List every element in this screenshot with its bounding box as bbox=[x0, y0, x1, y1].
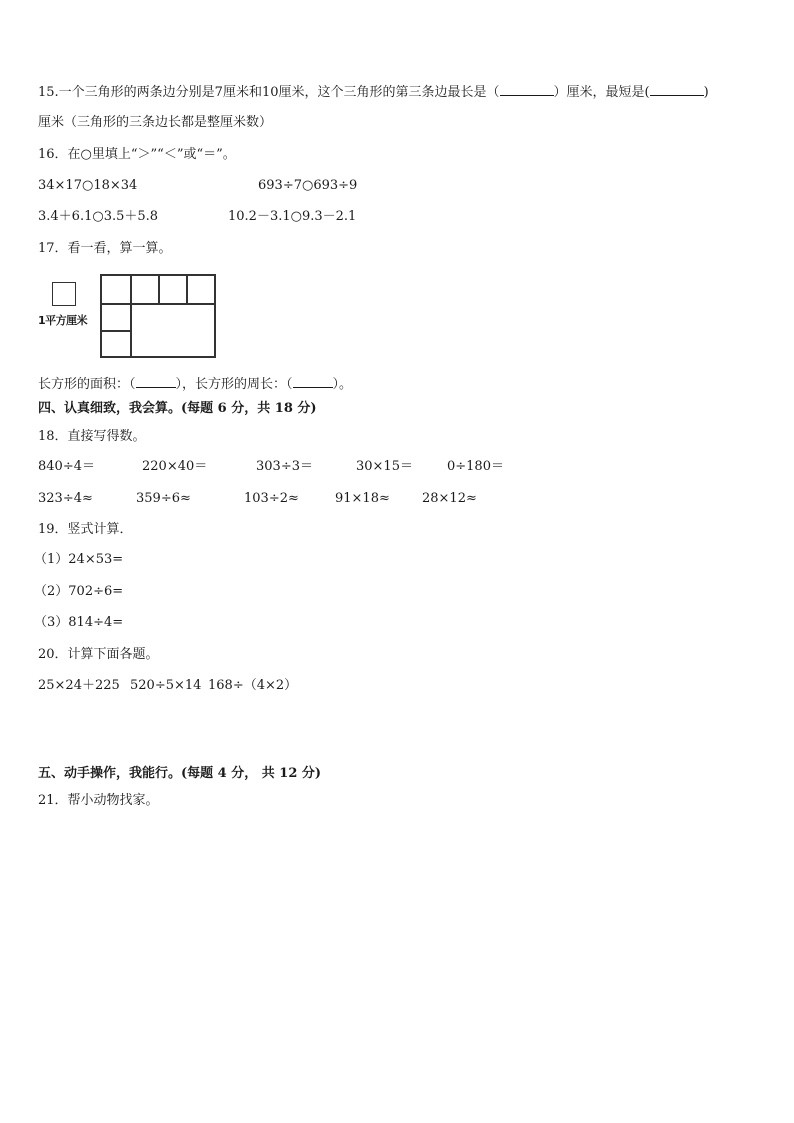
q15-text-a: 15.一个三角形的两条边分别是7厘米和10厘米，这个三角形的第三条边最长是（ bbox=[38, 85, 500, 100]
q19-item: （1）24×53= bbox=[34, 552, 124, 567]
q15-line2: 厘米（三角形的三条边长都是整厘米数） bbox=[38, 115, 273, 130]
perimeter-label: ），长方形的周长：（ bbox=[175, 377, 293, 392]
q15-blank-longest[interactable] bbox=[500, 83, 554, 96]
q19-item: （3）814÷4= bbox=[34, 615, 124, 630]
q19-item: （2）702÷6= bbox=[34, 584, 124, 599]
q15-text-b: ）厘米，最短是( bbox=[553, 85, 650, 100]
section-5-title: 五、动手操作，我能行。(每题 4 分， 共 12 分) bbox=[38, 766, 322, 781]
q18-item: 303÷3＝ bbox=[256, 459, 313, 474]
area-figure bbox=[38, 272, 218, 360]
perimeter-blank[interactable] bbox=[293, 375, 333, 388]
q16-title: 16．在○里填上“＞”“＜”或“＝”。 bbox=[38, 147, 236, 162]
answer-end: ）。 bbox=[332, 377, 353, 392]
q20-item: 25×24＋225 bbox=[38, 678, 120, 693]
q15-text-c: ) bbox=[703, 85, 709, 100]
q17-title: 17．看一看，算一算。 bbox=[38, 241, 172, 256]
q19-title: 19．竖式计算． bbox=[38, 522, 133, 537]
q21-title: 21．帮小动物找家。 bbox=[38, 793, 159, 808]
unit-square bbox=[52, 282, 76, 306]
q20-item: 168÷（4×2） bbox=[208, 678, 298, 693]
q18-title: 18．直接写得数。 bbox=[38, 429, 146, 444]
q17-answer-line bbox=[38, 375, 352, 394]
rectangle-grid bbox=[100, 274, 216, 358]
q16-item: 693÷7○693÷9 bbox=[258, 178, 358, 193]
q18-item: 0÷180＝ bbox=[447, 459, 504, 474]
unit-square-label: 1平方厘米 bbox=[38, 314, 88, 327]
q15-blank-shortest[interactable] bbox=[650, 83, 704, 96]
q15-line1 bbox=[38, 83, 709, 102]
section-4-title: 四、认真细致，我会算。(每题 6 分，共 18 分) bbox=[38, 401, 317, 416]
q16-item: 3.4＋6.1○3.5＋5.8 bbox=[38, 209, 159, 224]
q18-item: 220×40＝ bbox=[142, 459, 208, 474]
q18-item: 840÷4＝ bbox=[38, 459, 95, 474]
q18-item: 359÷6≈ bbox=[136, 491, 191, 506]
q18-item: 30×15＝ bbox=[356, 459, 413, 474]
q18-item: 91×18≈ bbox=[335, 491, 390, 506]
q18-item: 28×12≈ bbox=[422, 491, 477, 506]
q18-item: 323÷4≈ bbox=[38, 491, 93, 506]
q20-title: 20．计算下面各题。 bbox=[38, 647, 159, 662]
q20-item: 520÷5×14 bbox=[130, 678, 202, 693]
q16-item: 34×17○18×34 bbox=[38, 178, 138, 193]
q18-item: 103÷2≈ bbox=[244, 491, 299, 506]
q16-item: 10.2－3.1○9.3－2.1 bbox=[228, 209, 357, 224]
area-blank[interactable] bbox=[136, 375, 176, 388]
area-label: 长方形的面积：（ bbox=[38, 377, 136, 392]
